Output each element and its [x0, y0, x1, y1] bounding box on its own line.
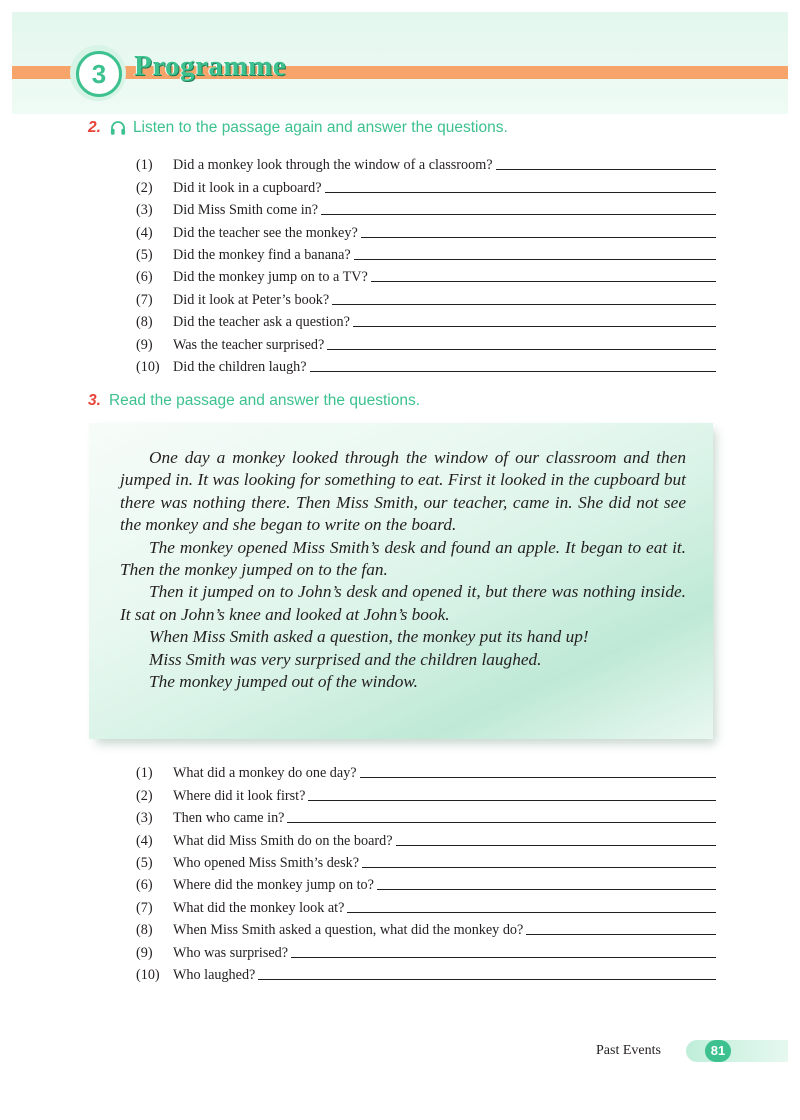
header-band	[12, 12, 788, 114]
header-orange-bar	[12, 66, 788, 79]
list-item	[136, 264, 716, 286]
page-number: 81	[705, 1040, 731, 1062]
answer-line[interactable]	[310, 371, 716, 372]
question-text: Did the monkey find a banana?	[173, 246, 351, 263]
question-text: Did it look in a cupboard?	[173, 179, 322, 196]
question-number: (7)	[136, 899, 153, 916]
answer-line[interactable]	[327, 349, 716, 350]
list-item	[136, 827, 716, 849]
exercise-2-questions	[136, 152, 716, 376]
answer-line[interactable]	[496, 169, 716, 170]
answer-line[interactable]	[361, 237, 716, 238]
list-item	[136, 242, 716, 264]
passage-paragraph: The monkey opened Miss Smith’s desk and found an apple. It began to eat it. Then the monkey jumped on to the fan.	[120, 537, 686, 580]
question-text: Where did the monkey jump on to?	[173, 877, 374, 894]
answer-line[interactable]	[258, 979, 716, 980]
list-item	[136, 197, 716, 219]
question-number: (9)	[136, 336, 153, 353]
question-number: (3)	[136, 202, 153, 219]
question-text: Did Miss Smith come in?	[173, 202, 319, 219]
section-title: Programme	[134, 50, 287, 82]
exercise-3-heading	[88, 392, 420, 410]
list-item	[136, 894, 716, 916]
question-text: Was the teacher surprised?	[173, 336, 325, 353]
list-item	[136, 152, 716, 174]
question-number: (2)	[136, 787, 153, 804]
question-text: Did the teacher ask a question?	[173, 314, 350, 331]
question-text: Did the monkey jump on to a TV?	[173, 269, 368, 286]
question-text: Who was surprised?	[173, 944, 289, 961]
passage-paragraph: The monkey jumped out of the window.	[149, 672, 418, 692]
question-text: What did Miss Smith do on the board?	[173, 832, 393, 849]
footer-unit-title: Past Events	[596, 1043, 661, 1058]
exercise-3-number: 3.	[88, 392, 101, 409]
question-number: (10)	[136, 358, 160, 375]
answer-line[interactable]	[287, 822, 716, 823]
list-item	[136, 309, 716, 331]
question-number: (6)	[136, 877, 153, 894]
list-item	[136, 782, 716, 804]
answer-line[interactable]	[347, 912, 716, 913]
list-item	[136, 331, 716, 353]
question-number: (8)	[136, 922, 153, 939]
exercise-3-instruction: Read the passage and answer the questions.	[108, 392, 421, 409]
answer-line[interactable]	[332, 304, 716, 305]
passage-paragraph: One day a monkey looked through the window of our classroom and then jumped in. It was looking for something to eat. First it looked in the cupboard but there was nothing there. Then Miss Smith, our teacher, came in. She did not see the monkey and she began to write on the board.	[120, 448, 686, 535]
question-number: (3)	[136, 810, 153, 827]
answer-line[interactable]	[354, 259, 716, 260]
section-number-badge: 3	[76, 51, 122, 97]
question-text: Did it look at Peter’s book?	[173, 291, 330, 308]
list-item	[136, 939, 716, 961]
passage-text	[120, 447, 686, 693]
question-text: Did a monkey look through the window of a classroom?	[173, 157, 493, 174]
list-item	[136, 174, 716, 196]
question-text: Then who came in?	[173, 810, 285, 827]
answer-line[interactable]	[362, 867, 716, 868]
question-number: (4)	[136, 832, 153, 849]
question-number: (4)	[136, 224, 153, 241]
answer-line[interactable]	[325, 192, 716, 193]
question-text: When Miss Smith asked a question, what did the monkey do?	[173, 922, 524, 939]
list-item	[136, 872, 716, 894]
list-item	[136, 354, 716, 376]
passage-paragraph: Then it jumped on to John’s desk and opened it, but there was nothing inside. It sat on John’s knee and looked at John’s book.	[120, 582, 686, 624]
answer-line[interactable]	[377, 889, 716, 890]
question-text: Who laughed?	[173, 966, 256, 983]
list-item	[136, 962, 716, 984]
list-item	[136, 219, 716, 241]
answer-line[interactable]	[360, 777, 716, 778]
answer-line[interactable]	[371, 281, 716, 282]
headphones-icon	[109, 119, 127, 137]
question-number: (9)	[136, 944, 153, 961]
exercise-2-heading	[88, 119, 508, 137]
answer-line[interactable]	[291, 957, 716, 958]
question-text: Did the children laugh?	[173, 358, 307, 375]
footer-band	[686, 1040, 788, 1062]
question-text: Did the teacher see the monkey?	[173, 224, 358, 241]
answer-line[interactable]	[526, 934, 716, 935]
answer-line[interactable]	[321, 214, 716, 215]
list-item	[136, 760, 716, 782]
question-number: (1)	[136, 765, 153, 782]
question-text: Where did it look first?	[173, 787, 306, 804]
question-number: (8)	[136, 314, 153, 331]
question-number: (5)	[136, 854, 153, 871]
list-item	[136, 805, 716, 827]
question-number: (6)	[136, 269, 153, 286]
question-number: (7)	[136, 291, 153, 308]
question-number: (2)	[136, 179, 153, 196]
question-text: What did a monkey do one day?	[173, 765, 357, 782]
passage-paragraph: Miss Smith was very surprised and the children laughed.	[149, 649, 542, 669]
answer-line[interactable]	[353, 326, 716, 327]
question-number: (5)	[136, 246, 153, 263]
list-item	[136, 917, 716, 939]
list-item	[136, 286, 716, 308]
exercise-3-questions	[136, 760, 716, 984]
exercise-2-number: 2.	[88, 119, 101, 136]
question-text: What did the monkey look at?	[173, 899, 345, 916]
passage-paragraph: When Miss Smith asked a question, the monkey put its hand up!	[149, 627, 589, 647]
answer-line[interactable]	[308, 800, 716, 801]
exercise-2-instruction: Listen to the passage again and answer the questions.	[132, 119, 508, 136]
question-text: Who opened Miss Smith’s desk?	[173, 854, 360, 871]
list-item	[136, 850, 716, 872]
question-number: (1)	[136, 157, 153, 174]
answer-line[interactable]	[396, 845, 717, 846]
question-number: (10)	[136, 966, 160, 983]
